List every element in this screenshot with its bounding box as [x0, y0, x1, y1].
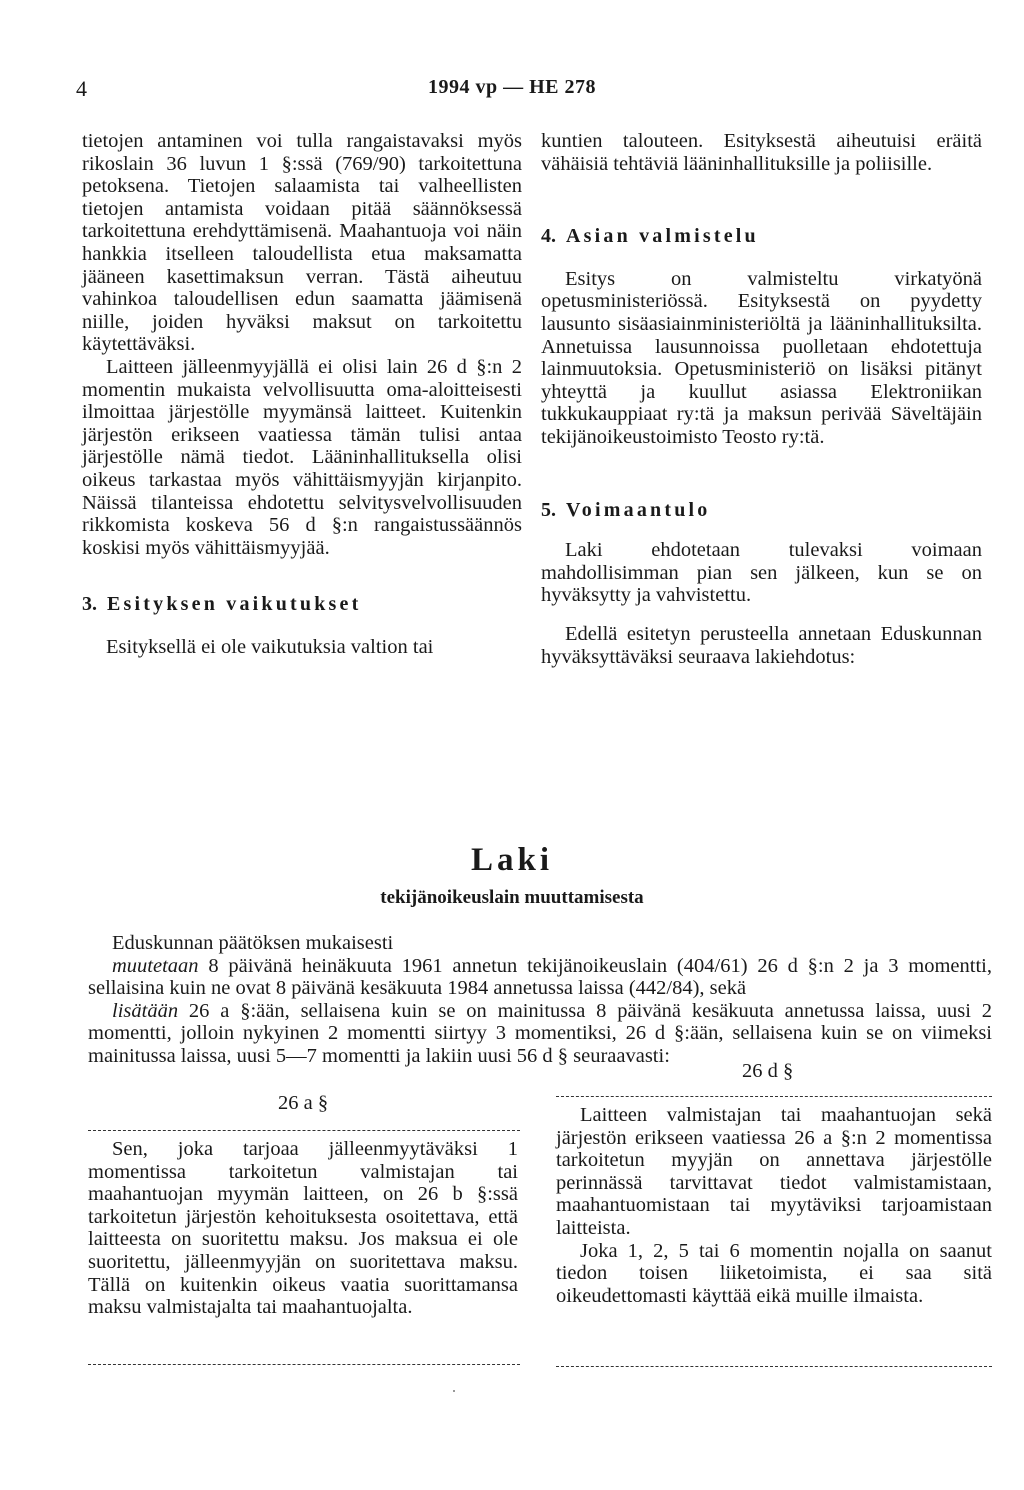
left-paragraph-1: tietojen antaminen voi tulla rangaistavaksi myös rikoslain 36 luvun 1 §:ssä (769/90) tarkoitettuna petoksena. Tietojen salaamista tai valheellisten tietojen antamista voidaan pitää säännöksessä tarkoitettuna erehdyttämisenä. Maahantuoja voi näin hankkia itselleen taloudellista etua maksamatta jääneen kasettimaksun verran. Tästä aiheutuu vahinkoa taloudellisen edun saamatta jäämisenä niille, joiden hyväksi maksut on tarkoitettu käytettäväksi.	[82, 130, 522, 356]
section-4-heading	[541, 225, 982, 248]
section-5-heading	[541, 499, 982, 522]
left-paragraph-3: Esityksellä ei ole vaikutuksia valtion tai	[106, 635, 434, 658]
section-26a-text: Sen, joka tarjoaa jälleenmyytäväksi 1 momentissa tarkoitetun valmistajan tai maahantuojan myymän laitteen, on 26 b §:ssä tarkoitetun järjestön kehoituksesta osoitettava, että laitteesta on suoritettu maksu. Jos maksua ei ole suoritettu, jälleenmyyjän on suoritettava maksu. Tällä on kuitenkin oikeus vaatia suorittamansa maksu valmistajalta tai maahantuojalta.	[88, 1138, 518, 1319]
section-26d-text-2: Joka 1, 2, 5 tai 6 momentin nojalla on saanut tiedon toisen liiketoimista, ei saa sitä oikeudettomasti käyttää eikä muille ilmaista.	[556, 1239, 992, 1307]
section-4-title: Asian valmistelu	[566, 225, 759, 248]
law-subtitle: tekijänoikeuslain muuttamisesta	[380, 887, 644, 908]
right-bottom-dashed-rule	[556, 1366, 992, 1367]
section-3-heading	[82, 593, 522, 616]
section-3-number: 3.	[82, 593, 97, 616]
law-title: Laki	[470, 842, 554, 878]
preamble-amend	[88, 955, 992, 1000]
scan-speck	[453, 1390, 455, 1392]
left-top-dashed-rule	[88, 1130, 520, 1131]
left-paragraph-2: Laitteen jälleenmyyjällä ei olisi lain 26 d §:n 2 momentin mukaista velvollisuutta oma-aloitteisesti ilmoittaa järjestölle myymänsä laitteet. Kuitenkin järjestön erikseen vaatiessa tämän tulisi antaa järjestölle nämä tiedot. Lääninhallituksella olisi oikeus tarkastaa myös vähittäismyyjän kirjanpito. Näissä tilanteissa ehdotettu selvitysvelvollisuuden rikkomista koskeva 56 d §:n rangaistussäännös koskisi myös vähittäismyyjää.	[82, 355, 522, 559]
add-text: 26 a §:ään, sellaisena kuin se on mainitussa 8 päivänä kesäkuuta annetussa laissa, uusi 2 momentti, jolloin nykyinen 2 momentti siirtyy 3 momentiksi, 26 d §:ään, sellaisena kuin se on viimeksi mainitussa laissa, uusi 5—7 momentti ja lakiin uusi 56 d § seuraavasti:	[88, 999, 992, 1067]
section-5-title: Voimaantulo	[566, 498, 711, 521]
left-column	[82, 130, 522, 658]
section-26d-text-1: Laitteen valmistajan tai maahantuojan sekä järjestön erikseen vaatiessa 26 a §:n 2 momentissa tarkoitetun myyjän on annettava järjestölle perinnässä tarvittavat tiedot valmistamistaan, maahantuomistaan tai myytäviksi tarjoamistaan laitteista.	[556, 1104, 992, 1239]
section-26d-heading: 26 d §	[742, 1060, 794, 1082]
page-header-title: 1994 vp — HE 278	[427, 76, 597, 98]
left-bottom-dashed-rule	[88, 1364, 520, 1365]
amend-text: 8 päivänä heinäkuuta 1961 annetun tekijänoikeuslain (404/61) 26 d §:n 2 ja 3 momentti, sellaisina kuin ne ovat 8 päivänä kesäkuuta 1984 annetussa laissa (442/84), sekä	[88, 954, 992, 1000]
section-5-number: 5.	[541, 498, 556, 521]
add-keyword: lisätään	[112, 999, 179, 1022]
right-paragraph-2: Esitys on valmisteltu virkatyönä opetusministeriössä. Esityksestä on pyydetty lausunto sisäasiainministeriöltä ja lääninhallituksilta. Annetuissa lausunnoissa puolletaan ehdotettuja lainmuutoksia. Opetusministeriö on lisäksi pitänyt yhteyttä ja kuullut asiassa Elektroniikan tukkukauppiaat ry:tä ja maksun perivää Säveltäjäin tekijänoikeustoimisto Teosto ry:tä.	[541, 267, 982, 448]
right-paragraph-4: Edellä esitetyn perusteella annetaan Eduskunnan hyväksyttäväksi seuraava lakiehdotus:	[541, 622, 982, 668]
section-3-title: Esityksen vaikutukset	[107, 593, 362, 616]
law-preamble	[88, 932, 992, 1068]
page-number: 4	[76, 76, 87, 101]
section-26a-heading: 26 a §	[278, 1092, 329, 1114]
section-4-number: 4.	[541, 225, 556, 248]
preamble-intro: Eduskunnan päätöksen mukaisesti	[112, 932, 394, 954]
right-paragraph-3: Laki ehdotetaan tulevaksi voimaan mahdollisimman pian sen jälkeen, kun se on hyväksytty ja vahvistettu.	[541, 539, 982, 607]
amend-keyword: muutetaan	[112, 954, 199, 977]
section-26d-body	[556, 1104, 992, 1307]
right-paragraph-1: kuntien talouteen. Esityksestä aiheutuisi eräitä vähäisiä tehtäviä lääninhallituksille ja poliisille.	[541, 130, 982, 175]
right-top-dashed-rule	[556, 1096, 992, 1097]
right-column	[541, 130, 982, 668]
section-26a-body	[88, 1138, 518, 1319]
preamble-add	[88, 1000, 992, 1068]
